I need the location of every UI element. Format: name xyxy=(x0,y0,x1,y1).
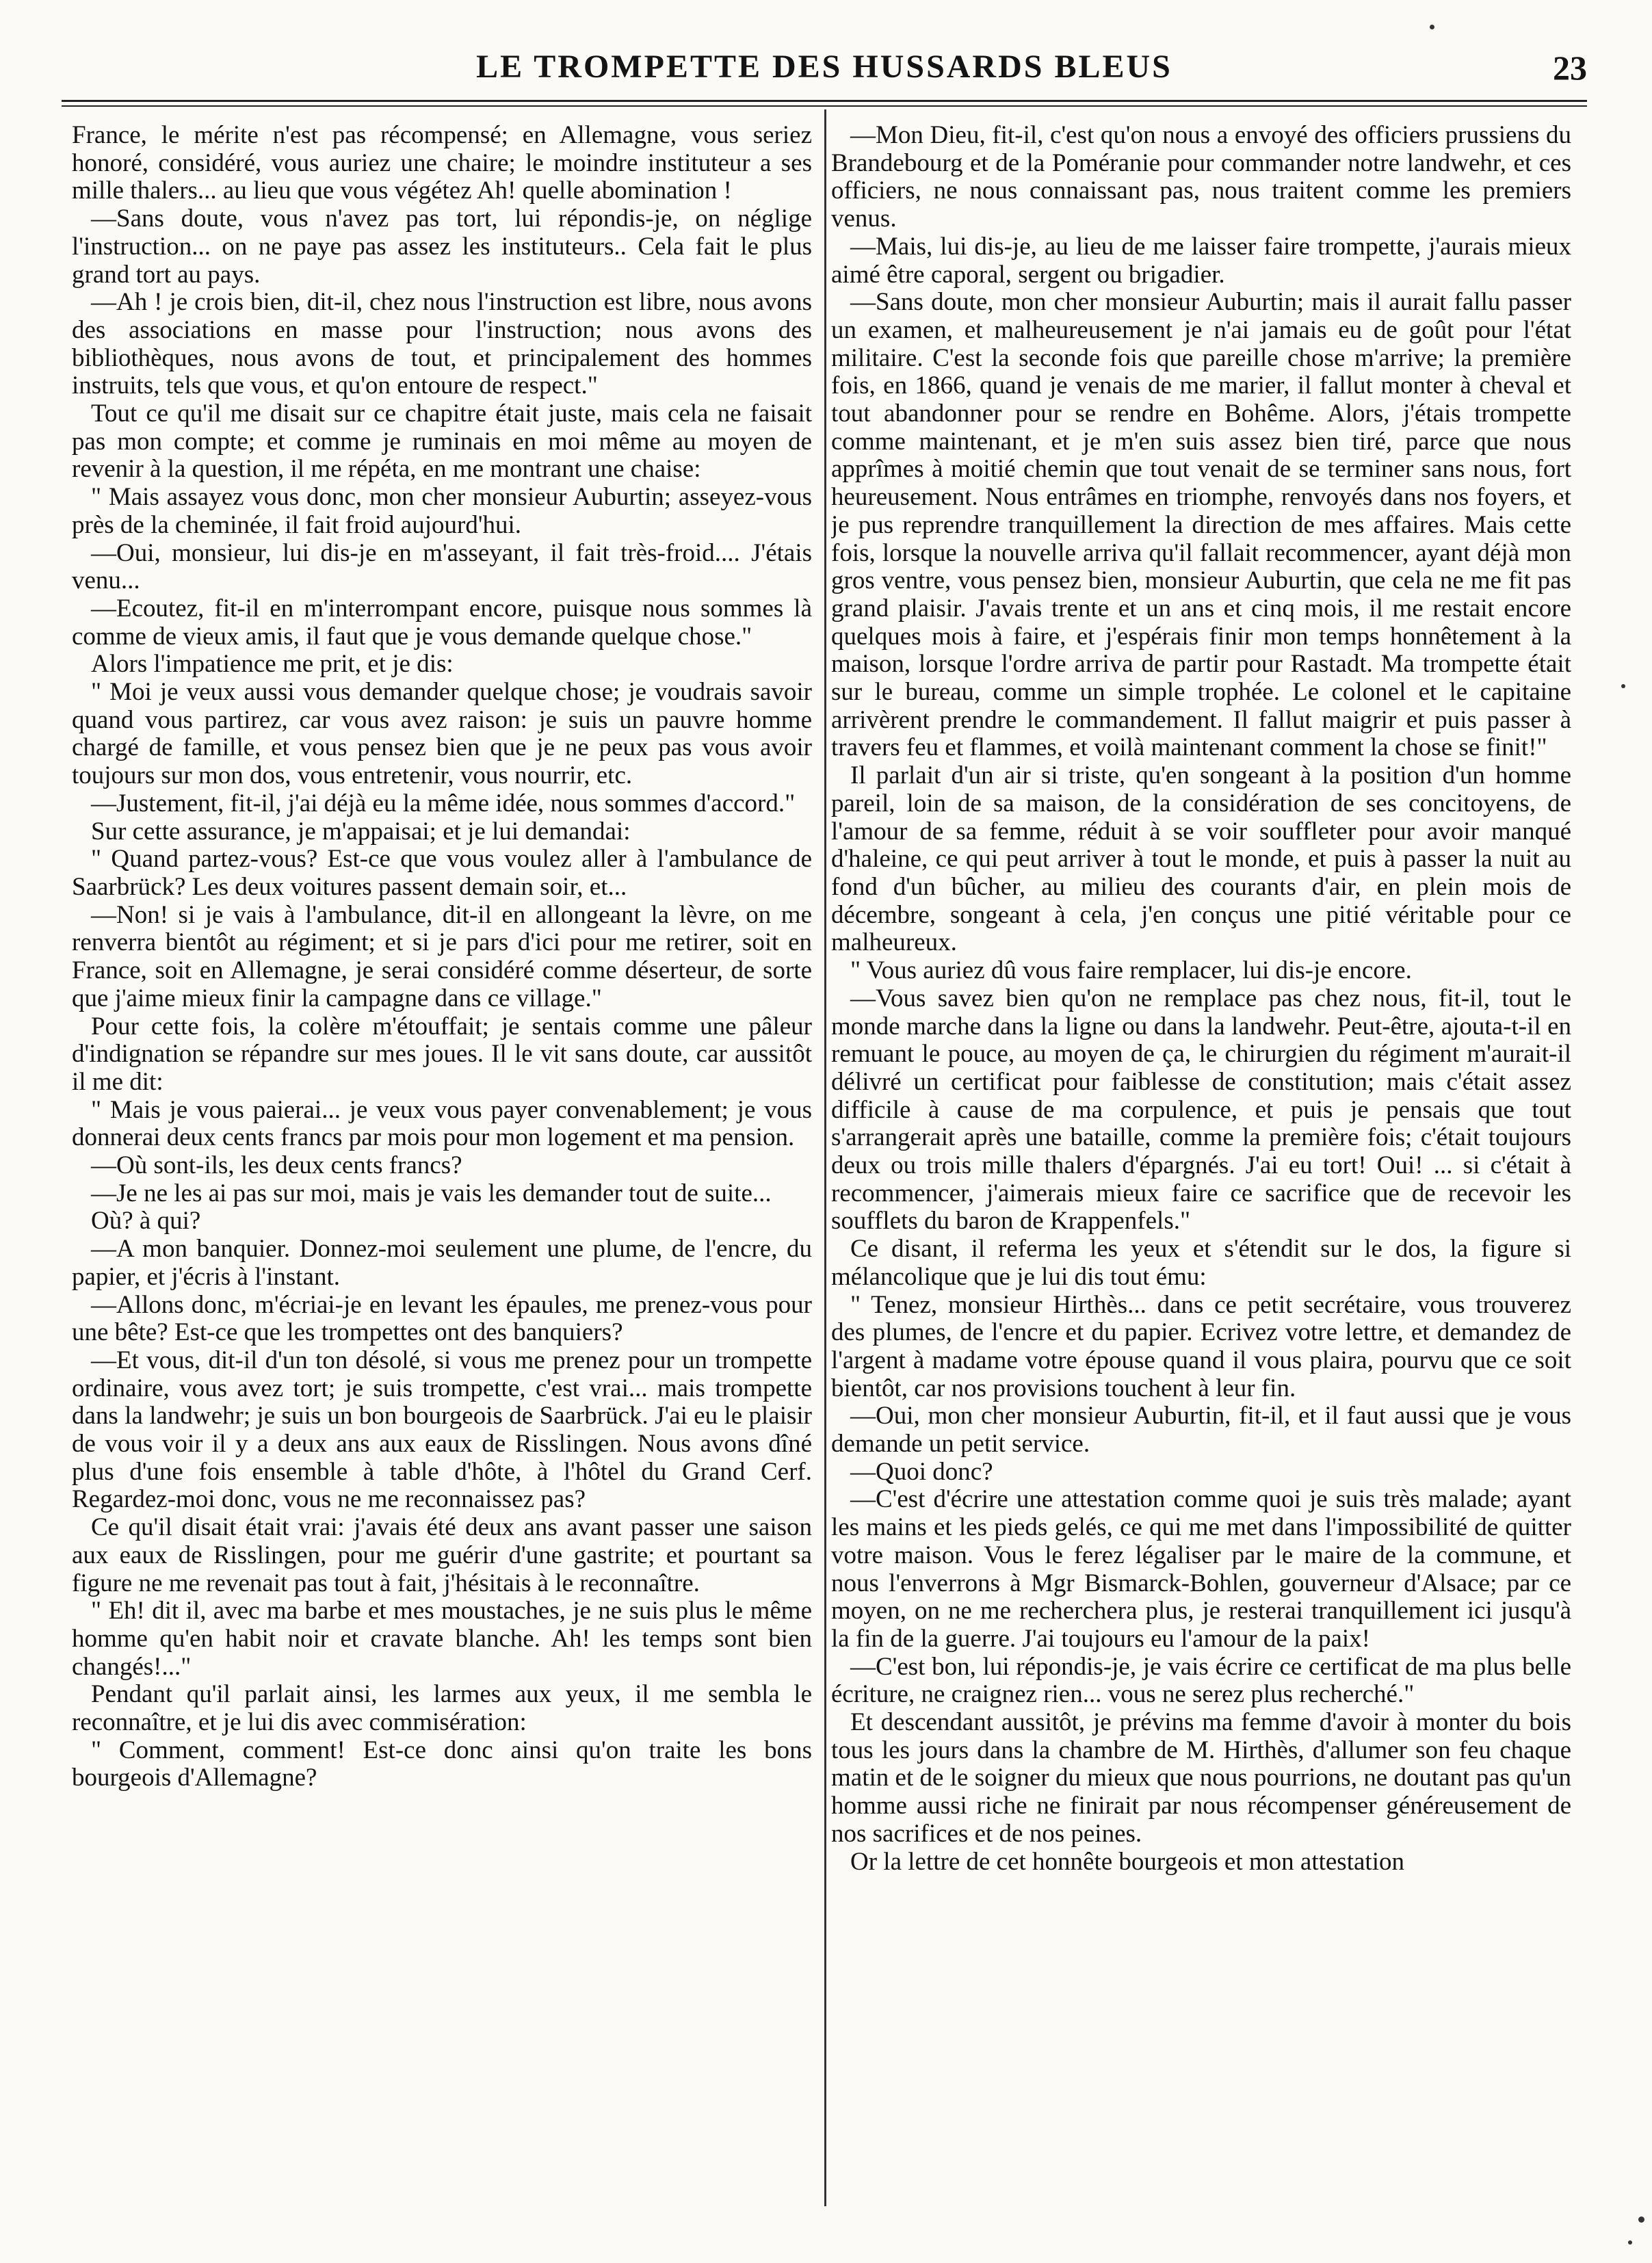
paragraph: Ce qu'il disait était vrai: j'avais été deux ans avant passer une saison aux eaux de Risslingen, pour me guérir d'une gastrite; et pourtant sa figure ne me revenait pas tout à fait, j'hésitais à le reconnaître. xyxy=(72,1513,812,1597)
paragraph: " Quand partez-vous? Est-ce que vous voulez aller à l'ambulance de Saarbrück? Les deux voitures passent demain soir, et... xyxy=(72,845,812,901)
paragraph: —Mais, lui dis-je, au lieu de me laisser faire trompette, j'aurais mieux aimé être caporal, sergent ou brigadier. xyxy=(831,232,1571,289)
paragraph: Où? à qui? xyxy=(91,1207,201,1235)
paragraph: —Oui, mon cher monsieur Auburtin, fit-il, et il faut aussi que je vous demande un petit service. xyxy=(831,1402,1571,1458)
paragraph: Tout ce qu'il me disait sur ce chapitre était juste, mais cela ne faisait pas mon compte; et comme je ruminais en moi même au moyen de revenir à la question, il me répéta, en me montrant une chaise: xyxy=(72,400,812,484)
print-speck xyxy=(1621,684,1625,688)
column-divider xyxy=(824,109,826,2206)
paragraph: —Ecoutez, fit-il en m'interrompant encore, puisque nous sommes là comme de vieux amis, il faut que je vous demande quelque chose." xyxy=(72,594,812,651)
right-column xyxy=(831,122,1571,2229)
paragraph: —C'est d'écrire une attestation comme quoi je suis très malade; ayant les mains et les pieds gelés, ce qui me met dans l'impossibilité de quitter votre maison. Vous le ferez légaliser par le maire de la commune, et nous l'enverrons à Mgr Bismarck-Bohlen, gouverneur d'Alsace; par ce moyen, on ne me recherchera plus, je resterai tranquillement ici jusqu'à la fin de la guerre. J'ai toujours eu l'amour de la paix! xyxy=(831,1485,1571,1653)
paragraph: —Et vous, dit-il d'un ton désolé, si vous me prenez pour un trompette ordinaire, vous avez tort; je suis trompette, c'est vrai... mais trompette dans la landwehr; je suis un bon bourgeois de Saarbrück. J'ai eu le plaisir de vous voir il y a deux ans aux eaux de Risslingen. Nous avons dîné plus d'une fois ensemble à table d'hôte, à l'hôtel du Grand Cerf. Regardez-moi donc, vous ne me reconnaissez pas? xyxy=(72,1346,812,1514)
print-speck xyxy=(1430,25,1434,29)
paragraph: Et descendant aussitôt, je prévins ma femme d'avoir à monter du bois tous les jours dans la chambre de M. Hirthès, d'allumer son feu chaque matin et de le soigner du mieux que nous pourrions, ne doutant pas qu'un homme aussi riche ne finirait par nous récompenser généreusement de nos sacrifices et de nos peines. xyxy=(831,1708,1571,1848)
paragraph: —Allons donc, m'écriai-je en levant les épaules, me prenez-vous pour une bête? Est-ce que les trompettes ont des banquiers? xyxy=(72,1290,812,1347)
paragraph: —Vous savez bien qu'on ne remplace pas chez nous, fit-il, tout le monde marche dans la ligne ou dans la landwehr. Peut-être, ajouta-t-il en remuant le pouce, au moyen de ça, le chirurgien du régiment m'aurait-il délivré un certificat pour faiblesse de constitution; mais c'était assez difficile à cause de ma corpulence, et puis je pensais que tout s'arrangerait après une bataille, comme la première fois; c'était toujours deux ou trois mille thalers d'épargnés. J'ai eu tort! Oui! ... si c'était à recommencer, j'aimerais mieux faire ce sacrifice que de recevoir les soufflets du baron de Krappenfels." xyxy=(831,984,1571,1235)
paragraph: Or la lettre de cet honnête bourgeois et mon attestation xyxy=(850,1847,1404,1876)
left-column xyxy=(72,122,812,2229)
page-number: 23 xyxy=(1553,49,1587,87)
paragraph: —Sans doute, vous n'avez pas tort, lui répondis-je, on néglige l'instruction... on ne paye pas assez les instituteurs.. Cela fait le plus grand tort au pays. xyxy=(72,205,812,289)
paragraph: —C'est bon, lui répondis-je, je vais écrire ce certificat de ma plus belle écriture, ne craignez rien... vous ne serez plus recherché." xyxy=(831,1652,1571,1709)
paragraph: —Ah ! je crois bien, dit-il, chez nous l'instruction est libre, nous avons des associations en masse pour l'instruction; nous avons des bibliothèques, nous avons de tout, et principalement des hommes instruits, tels que vous, et qu'on entoure de respect." xyxy=(72,288,812,400)
running-title: LE TROMPETTE DES HUSSARDS BLEUS xyxy=(476,49,1172,85)
paragraph: Il parlait d'un air si triste, qu'en songeant à la position d'un homme pareil, loin de sa maison, de la considération de ses concitoyens, de l'amour de sa femme, réduit à se voir souffleter pour avoir manqué d'haleine, ce qui peut arriver à tout le monde, et puis à passer la nuit au fond d'un bûcher, au milieu des courants d'air, en plein mois de décembre, songeant à cela, j'en conçus une pitié véritable pour ce malheureux. xyxy=(831,761,1571,957)
paragraph: —Oui, monsieur, lui dis-je en m'asseyant, il fait très-froid.... J'étais venu... xyxy=(72,538,812,595)
paragraph: " Vous auriez dû vous faire remplacer, lui dis-je encore. xyxy=(850,956,1412,985)
paragraph: Pour cette fois, la colère m'étouffait; je sentais comme une pâleur d'indignation se répandre sur mes joues. Il le vit sans doute, car aussitôt il me dit: xyxy=(72,1012,812,1096)
paragraph: —Où sont-ils, les deux cents francs? xyxy=(91,1151,462,1180)
paragraph: Ce disant, il referma les yeux et s'étendit sur le dos, la figure si mélancolique que je lui dis tout ému: xyxy=(831,1235,1571,1291)
paragraph: —Quoi donc? xyxy=(850,1457,993,1486)
paragraph: " Moi je veux aussi vous demander quelque chose; je voudrais savoir quand vous partirez, car vous avez raison: je suis un pauvre homme chargé de famille, et vous pensez bien que je ne peux pas vous avoir toujours sur mon dos, vous entretenir, vous nourrir, etc. xyxy=(72,678,812,790)
paragraph: " Comment, comment! Est-ce donc ainsi qu'on traite les bons bourgeois d'Allemagne? xyxy=(72,1736,812,1792)
paragraph: —A mon banquier. Donnez-moi seulement une plume, de l'encre, du papier, et j'écris à l'instant. xyxy=(72,1235,812,1291)
paragraph: Pendant qu'il parlait ainsi, les larmes aux yeux, il me sembla le reconnaître, et je lui dis avec commisération: xyxy=(72,1680,812,1737)
paragraph: " Mais je vous paierai... je veux vous payer convenablement; je vous donnerai deux cents francs par mois pour mon logement et ma pension. xyxy=(72,1095,812,1152)
paragraph: —Sans doute, mon cher monsieur Auburtin; mais il aurait fallu passer un examen, et malheureusement je n'ai jamais eu de goût pour l'état militaire. C'est la seconde fois que pareille chose m'arrive; la première fois, en 1866, quand je venais de me marier, il fallut monter à cheval et tout abandonner pour se rendre en Bohême. Alors, j'étais trompette comme maintenant, et je m'en suis assez bien tiré, parce que nous apprîmes à moitié chemin que tout venait de se terminer sans nous, fort heureusement. Nous entrâmes en triomphe, renvoyés dans nos foyers, et je pus reprendre tranquillement la direction de mes affaires. Mais cette fois, lorsque la nouvelle arriva qu'il fallait recommencer, ayant déjà mon gros ventre, vous pensez bien, monsieur Auburtin, que cela ne me fit pas grand plaisir. J'avais trente et un ans et cinq mois, il me restait encore quelques mois à faire, et j'espérais finir mon temps honnêtement à la maison, lorsque l'ordre arriva de partir pour Rastadt. Ma trompette était sur le bureau, comme un simple trophée. Le colonel et le capitaine arrivèrent prendre le commandement. Il fallut maigrir et puis passer à travers feu et flammes, et voilà maintenant comment la chose se finit!" xyxy=(831,288,1571,762)
page-header xyxy=(62,42,1587,97)
print-speck xyxy=(1628,2240,1632,2245)
paragraph: Alors l'impatience me prit, et je dis: xyxy=(91,650,454,679)
paragraph: " Eh! dit il, avec ma barbe et mes moustaches, je ne suis plus le même homme qu'en habit noir et cravate blanche. Ah! les temps sont bien changés!..." xyxy=(72,1597,812,1681)
header-rule xyxy=(62,100,1587,102)
paragraph: " Mais assayez vous donc, mon cher monsieur Auburtin; asseyez-vous près de la cheminée, il fait froid aujourd'hui. xyxy=(72,483,812,539)
paragraph: —Mon Dieu, fit-il, c'est qu'on nous a envoyé des officiers prussiens du Brandebourg et de la Poméranie pour commander notre landwehr, et ces officiers, ne nous connaissant pas, nous traitent comme les premiers venus. xyxy=(831,122,1571,233)
paragraph: —Justement, fit-il, j'ai déjà eu la même idée, nous sommes d'accord." xyxy=(91,789,796,817)
paragraph: —Non! si je vais à l'ambulance, dit-il en allongeant la lèvre, on me renverra bientôt au régiment; et si je pars d'ici pour me retirer, soit en France, soit en Allemagne, je serai considéré comme déserteur, de sorte que j'aime mieux finir la campagne dans ce village." xyxy=(72,900,812,1012)
print-speck xyxy=(1638,2216,1644,2223)
paragraph: France, le mérite n'est pas récompensé; en Allemagne, vous seriez honoré, considéré, vous auriez une chaire; le moindre instituteur a ses mille thalers... au lieu que vous végétez Ah! quelle abomination ! xyxy=(72,122,812,205)
paragraph: " Tenez, monsieur Hirthès... dans ce petit secrétaire, vous trouverez des plumes, de l'encre et du papier. Ecrivez votre lettre, et demandez de l'argent à madame votre épouse quand il vous plaira, pourvu que ce soit bientôt, car nos provisions touchent à leur fin. xyxy=(831,1290,1571,1402)
paragraph: —Je ne les ai pas sur moi, mais je vais les demander tout de suite... xyxy=(91,1179,772,1207)
paragraph: Sur cette assurance, je m'appaisai; et je lui demandai: xyxy=(91,817,631,846)
header-rule-thin xyxy=(62,105,1587,107)
